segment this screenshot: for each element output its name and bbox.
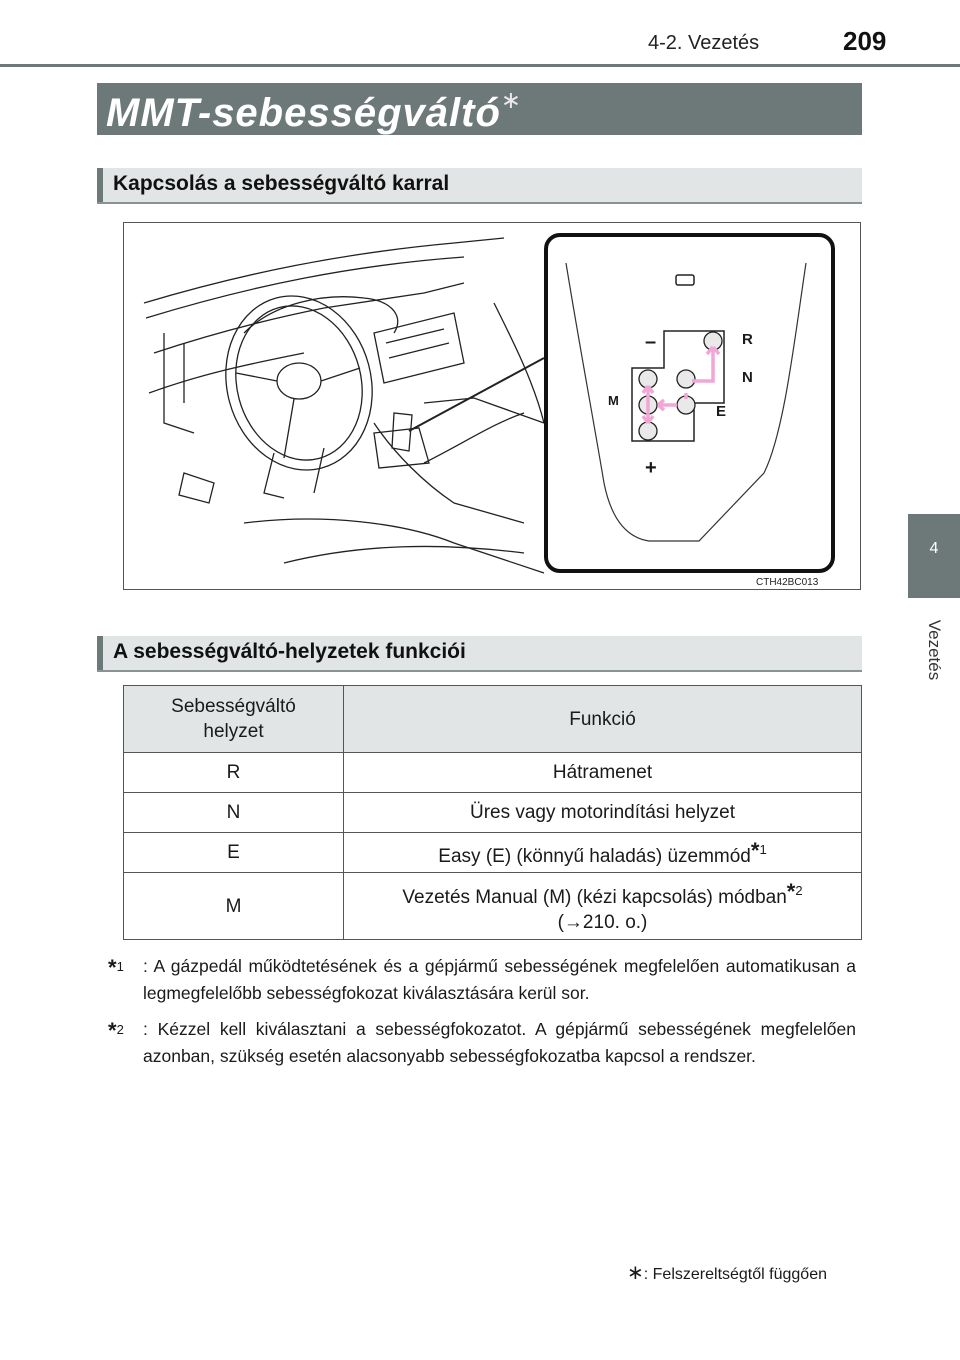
- table-header-row: [124, 686, 862, 753]
- footnote-ref: 2: [795, 882, 803, 898]
- equipment-note: ∗: Felszereltségtől függően: [627, 1262, 827, 1284]
- page-number: 209: [843, 26, 887, 56]
- section-title: 4-2. Vezetés: [648, 32, 760, 54]
- gate-e-label: E: [716, 403, 727, 420]
- cell-function: Hátramenet: [344, 753, 862, 793]
- page-title: [106, 86, 522, 136]
- shift-lever-illustration: [123, 222, 861, 590]
- subheading-shift-lever: Kapcsolás a sebességváltó karral: [113, 172, 450, 195]
- cell-position: N: [124, 793, 344, 833]
- footnote-star: *: [786, 878, 796, 904]
- col-header-position: Sebességváltó helyzet: [124, 686, 344, 753]
- figure-code: CTH42BC013: [756, 577, 819, 588]
- table-row: [124, 833, 862, 873]
- cell-function: Üres vagy motorindítási helyzet: [344, 793, 862, 833]
- subheading-bar-1: [97, 168, 862, 204]
- gate-n-label: N: [742, 369, 753, 386]
- chapter-label: Vezetés: [925, 619, 944, 681]
- cell-function: Vezetés Manual (M) (kézi kapcsolás) módban*$^2$ (→210. o.): [344, 873, 862, 940]
- gate-plus-label: +: [645, 457, 657, 479]
- page-title-text: MMT-sebességváltó: [106, 91, 501, 135]
- cell-function: Easy (E) (könnyű haladás) üzemmód*$^1$: [344, 833, 862, 873]
- footnote-star: *: [750, 837, 760, 863]
- table-row: [124, 873, 862, 940]
- footnote-2: *$^2$ : Kézzel kell kiválasztani a sebességfokozatot. A gépjármű sebességének megfelelően azonban, szükség esetén alacsonyabb sebességfokozatba kapcsol a rendszer.: [108, 1018, 856, 1066]
- cell-position: M: [124, 873, 344, 940]
- table-row: [124, 793, 862, 833]
- footnote-1: *$^1$ : A gázpedál működtetésének és a gépjármű sebességének megfelelően automatikusan a legmegfelelőbb sebességfokozat kiválasztására kerül sor.: [108, 955, 856, 1003]
- cell-position: E: [124, 833, 344, 873]
- gate-m-label: M: [608, 393, 619, 408]
- header-rule: [0, 64, 960, 67]
- optional-mark: ∗: [500, 87, 522, 114]
- footnote-ref: 1: [759, 841, 767, 857]
- chapter-number: 4: [929, 540, 939, 557]
- positions-table: [123, 685, 862, 940]
- table-row: [124, 753, 862, 793]
- cell-position: R: [124, 753, 344, 793]
- cockpit-drawing: [124, 223, 862, 591]
- col-header-function: Funkció: [344, 686, 862, 753]
- subheading-positions: A sebességváltó-helyzetek funkciói: [113, 640, 466, 663]
- gate-minus-label: –: [645, 331, 657, 353]
- subheading-bar-2: [97, 636, 862, 672]
- gate-r-label: R: [742, 331, 753, 348]
- page-reference: (→210. o.): [557, 911, 648, 933]
